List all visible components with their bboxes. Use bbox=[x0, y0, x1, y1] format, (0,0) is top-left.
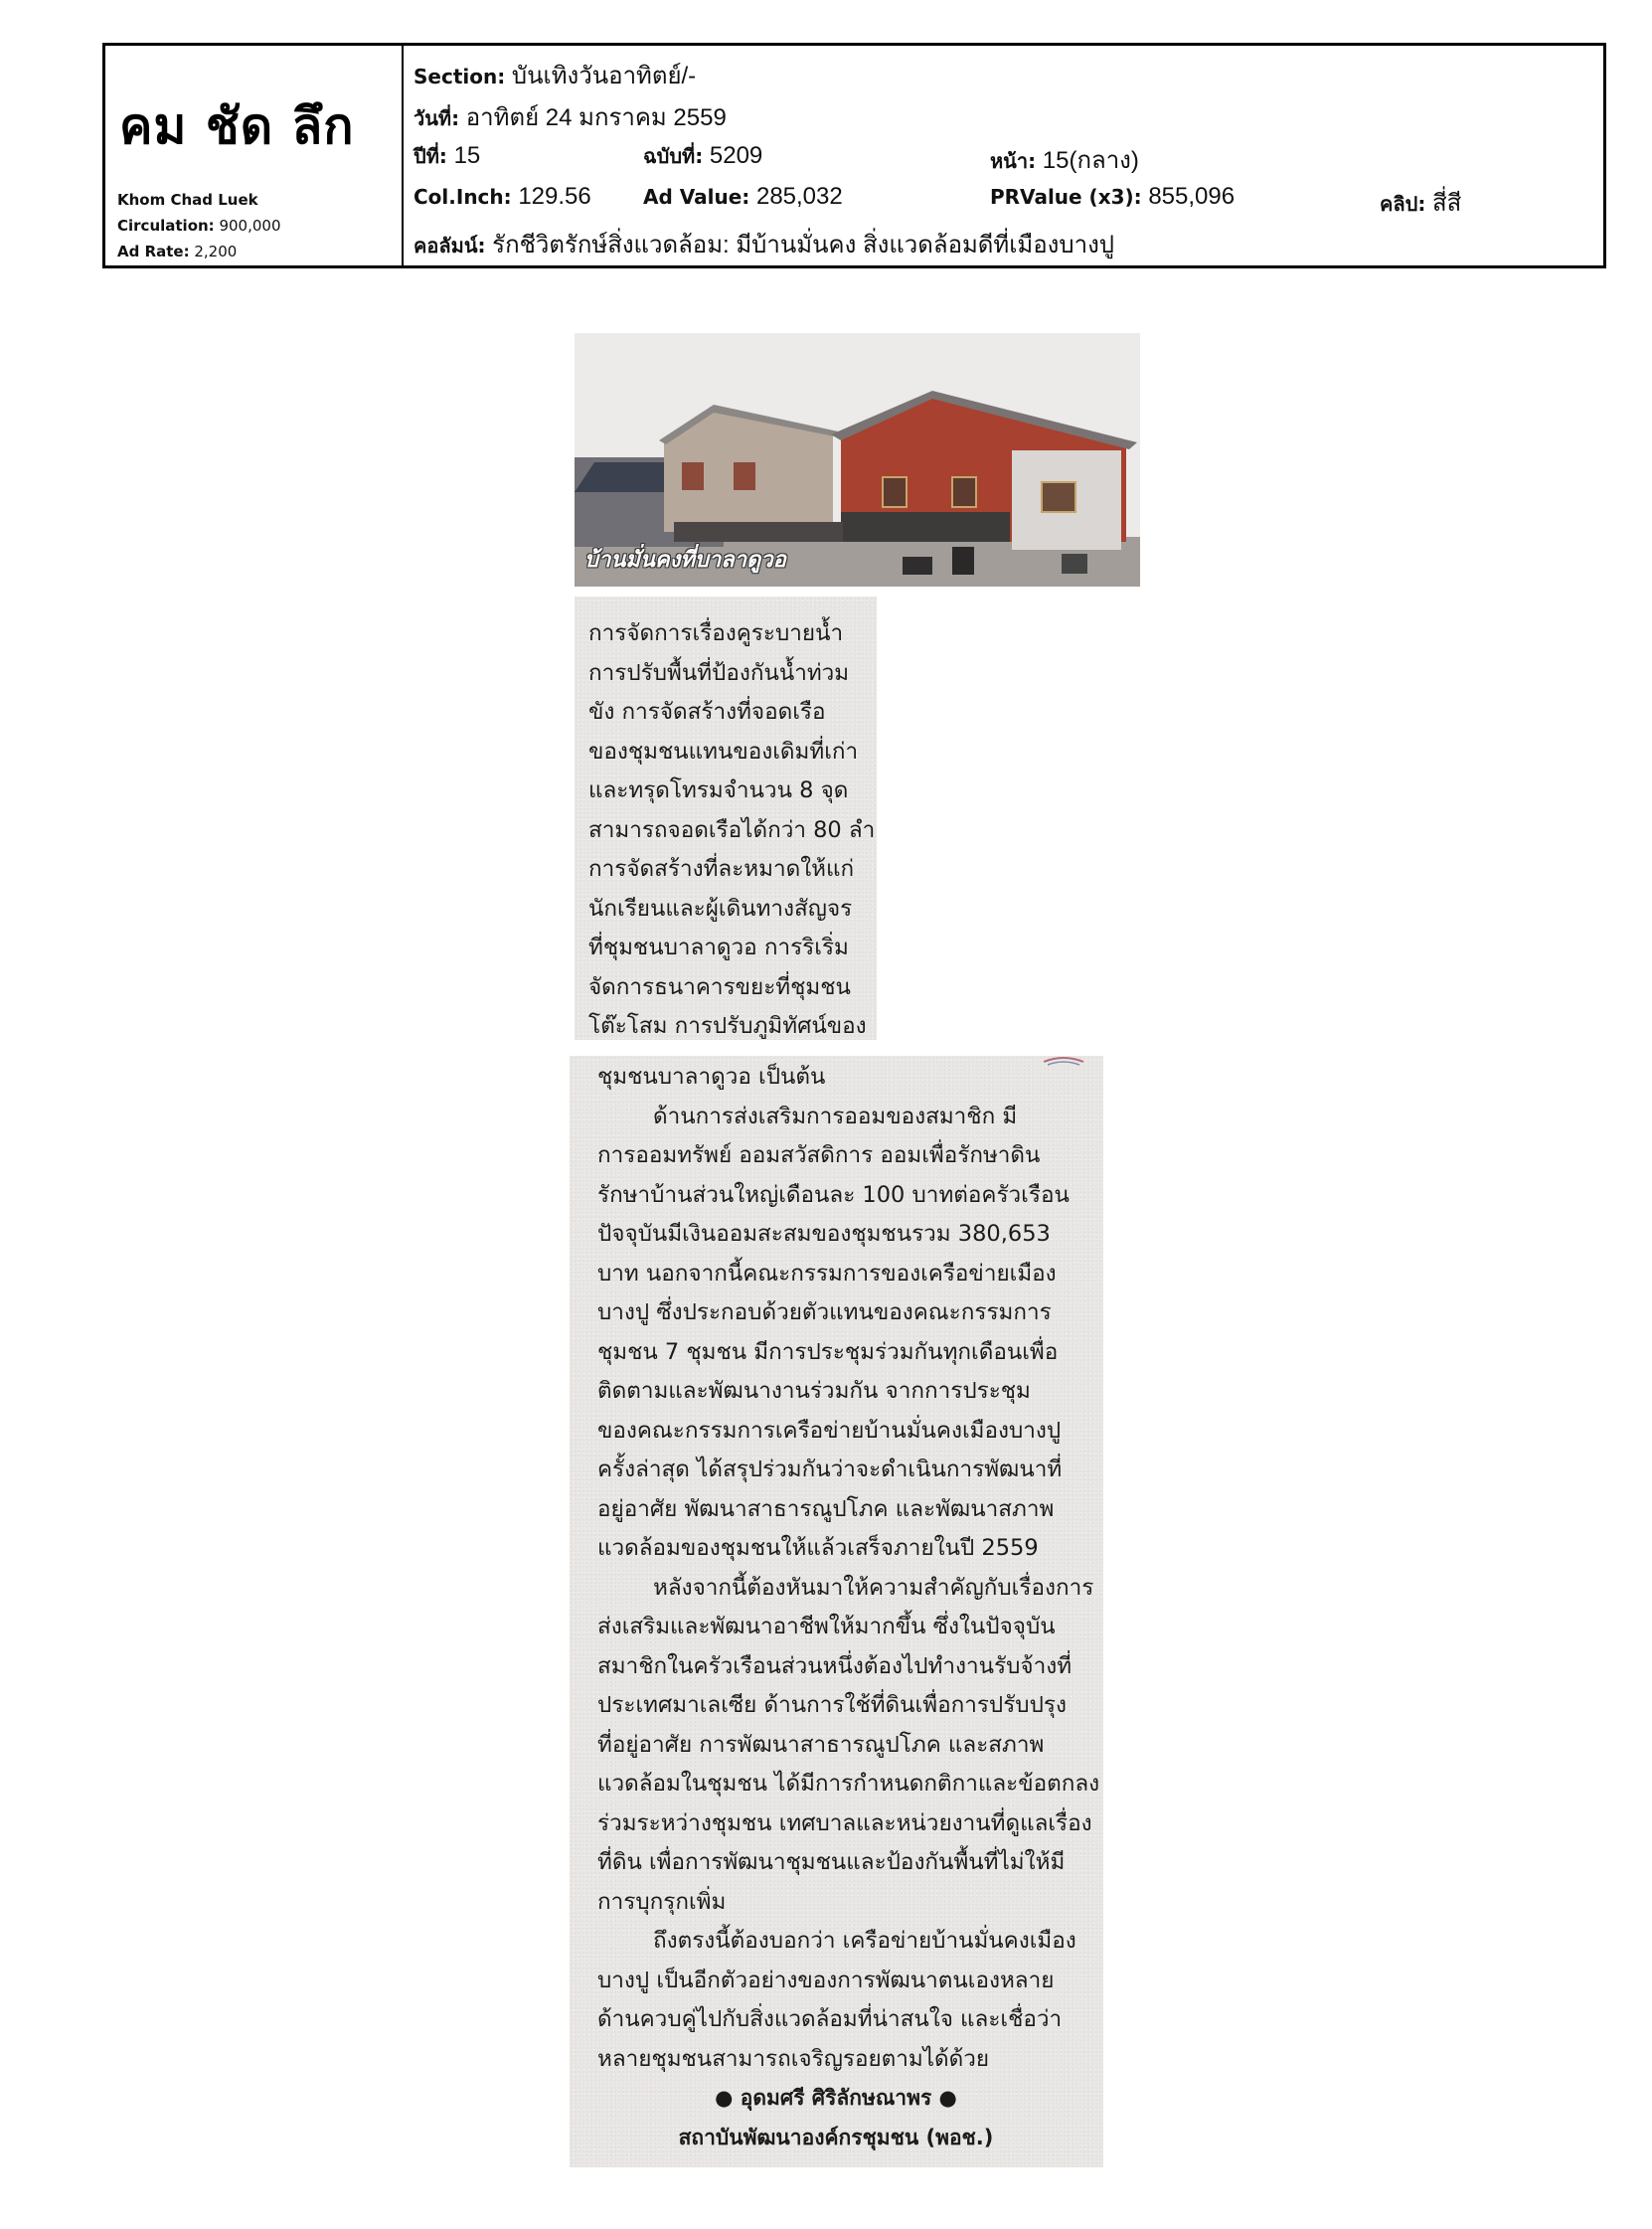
article-clipping-column-1 bbox=[575, 597, 877, 1040]
photo-caption: บ้านมั่นคงที่บาลาดูวอ bbox=[584, 547, 786, 573]
clip-value: สี่สี bbox=[1432, 190, 1462, 217]
text-line: ขัง การจัดสร้างที่จอดเรือ bbox=[588, 699, 826, 725]
text-line: ของชุมชนแทนของเดิมที่เก่า bbox=[588, 738, 859, 765]
text-line: จัดการธนาคารขยะที่ชุมชน bbox=[588, 973, 851, 1000]
text-line: แวดล้อมในชุมชน ได้มีการกำหนดกติกาและข้อตกลง bbox=[597, 1771, 1100, 1797]
ad-value-field bbox=[643, 183, 843, 211]
text-line: บาท นอกจากนี้คณะกรรมการของเครือข่ายเมือง bbox=[597, 1260, 1057, 1286]
author-organization: สถาบันพัฒนาองค์กรชุมชน (พอช.) bbox=[678, 2125, 994, 2149]
text-line: ที่อยู่อาศัย การพัฒนาสาธารณูปโภค และสภาพ bbox=[597, 1731, 1045, 1758]
text-line: บางปู เป็นอีกตัวอย่างของการพัฒนาตนเองหลาย bbox=[597, 1967, 1055, 1993]
text-line: ติดตามและพัฒนางานร่วมกัน จากการประชุม bbox=[597, 1378, 1031, 1404]
publication-name: Khom Chad Luek bbox=[117, 191, 258, 209]
text-line: รักษาบ้านส่วนใหญ่เดือนละ 100 บาทต่อครัวเรือน bbox=[597, 1181, 1070, 1208]
issue-field bbox=[643, 140, 762, 172]
text-line: ชุมชน 7 ชุมชน มีการประชุมร่วมกันทุกเดือนเพื่อ bbox=[597, 1338, 1059, 1365]
issue-label: ฉบับที่: bbox=[643, 144, 704, 168]
text-line: การจัดการเรื่องคูระบายน้ำ bbox=[588, 620, 844, 646]
clip-field bbox=[1380, 183, 1461, 222]
year-value: 15 bbox=[453, 142, 481, 169]
circulation-label: Circulation: bbox=[117, 217, 215, 235]
text-line: สมาชิกในครัวเรือนส่วนหนึ่งต้องไปทำงานรับจ้างที่ bbox=[597, 1652, 1073, 1679]
text-line: การออมทรัพย์ ออมสวัสดิการ ออมเพื่อรักษาดิน bbox=[597, 1142, 1041, 1168]
text-line: ที่ดิน เพื่อการพัฒนาชุมชนและป้องกันพื้นที่ไม่ให้มี bbox=[597, 1849, 1066, 1875]
text-line: ส่งเสริมและพัฒนาอาชีพให้มากขึ้น ซึ่งในปัจจุบัน bbox=[597, 1614, 1056, 1639]
clipping-details bbox=[404, 46, 1603, 265]
col-inch-field bbox=[413, 183, 591, 211]
text-line: แวดล้อมของชุมชนให้แล้วเสร็จภายในปี 2559 bbox=[597, 1535, 1039, 1561]
text-line: ร่วมระหว่างชุมชน เทศบาลและหน่วยงานที่ดูแลเรื่อง bbox=[597, 1809, 1092, 1836]
text-line: การบุกรุกเพิ่ม bbox=[597, 1888, 727, 1915]
section-row bbox=[413, 56, 696, 94]
ad-rate-value: 2,200 bbox=[194, 243, 238, 260]
clipping-metadata-header bbox=[102, 43, 1606, 268]
date-row bbox=[413, 97, 727, 136]
publication-info bbox=[105, 46, 404, 265]
text-line: ด้านควบคู่ไปกับสิ่งแวดล้อมที่น่าสนใจ และเชื่อว่า bbox=[597, 2006, 1063, 2032]
text-line: ชุมชนบาลาดูวอ เป็นต้น bbox=[597, 1064, 826, 1090]
pr-value-label: PRValue (x3): bbox=[990, 185, 1142, 209]
text-line: สามารถจอดเรือได้กว่า 80 ลำ bbox=[588, 816, 876, 843]
ad-rate-label: Ad Rate: bbox=[117, 243, 190, 260]
text-line: ครั้งล่าสุด ได้สรุปร่วมกันว่าจะดำเนินการพัฒนาที่ bbox=[597, 1457, 1063, 1482]
newspaper-logo: คม ชัด ลึก bbox=[119, 97, 355, 155]
page-field bbox=[990, 140, 1139, 179]
circulation bbox=[117, 217, 281, 235]
text-line: ถึงตรงนี้ต้องบอกว่า เครือข่ายบ้านมั่นคงเมือง bbox=[653, 1928, 1076, 1954]
year-field bbox=[413, 140, 480, 172]
pr-value-value: 855,096 bbox=[1148, 183, 1236, 210]
page-label: หน้า: bbox=[990, 149, 1037, 173]
circulation-value: 900,000 bbox=[219, 217, 281, 235]
column-label: คอลัมน์: bbox=[413, 234, 486, 257]
column-row bbox=[413, 225, 1114, 263]
clip-label: คลิป: bbox=[1380, 192, 1426, 216]
text-line: อยู่อาศัย พัฒนาสาธารณูปโภค และพัฒนาสภาพ bbox=[597, 1495, 1055, 1522]
text-line: การปรับพื้นที่ป้องกันน้ำท่วม bbox=[588, 659, 850, 686]
text-line: บางปู ซึ่งประกอบด้วยตัวแทนของคณะกรรมการ bbox=[597, 1299, 1052, 1325]
article-clipping-column-2 bbox=[570, 1056, 1103, 2167]
year-label: ปีที่: bbox=[413, 144, 447, 168]
article-text-column-1 bbox=[588, 614, 875, 1047]
article-photo bbox=[575, 333, 1140, 587]
issue-value: 5209 bbox=[709, 142, 763, 169]
date-label: วันที่: bbox=[413, 106, 460, 130]
section-label: Section: bbox=[413, 65, 506, 88]
author-byline: ● อุดมศรี ศิริลักษณาพร ● bbox=[715, 2086, 957, 2110]
col-inch-value: 129.56 bbox=[518, 183, 591, 210]
article-text-column-2 bbox=[597, 1058, 1099, 2157]
text-line: โต๊ะโสม การปรับภูมิทัศน์ของ bbox=[588, 1013, 867, 1039]
ad-value-value: 285,032 bbox=[755, 183, 843, 210]
pr-value-field bbox=[990, 183, 1235, 211]
ad-rate bbox=[117, 243, 237, 260]
text-line: ด้านการส่งเสริมการออมของสมาชิก มี bbox=[653, 1103, 1018, 1129]
column-value: รักชีวิตรักษ์สิ่งแวดล้อม: มีบ้านมั่นคง สิ่งแวดล้อมดีที่เมืองบางปู bbox=[492, 232, 1115, 258]
text-line: และทรุดโทรมจำนวน 8 จุด bbox=[588, 777, 849, 803]
text-line: ที่ชุมชนบาลาดูวอ การริเริ่ม bbox=[588, 935, 849, 960]
text-line: หลายชุมชนสามารถเจริญรอยตามได้ด้วย bbox=[597, 2045, 990, 2072]
text-line: การจัดสร้างที่ละหมาดให้แก่ bbox=[588, 856, 855, 882]
date-value: อาทิตย์ 24 มกราคม 2559 bbox=[465, 104, 727, 131]
section-value: บันเทิงวันอาทิตย์/- bbox=[511, 63, 697, 89]
text-line: ปัจจุบันมีเงินออมสะสมของชุมชนรวม 380,653 bbox=[597, 1221, 1051, 1247]
text-line: ของคณะกรรมการเครือข่ายบ้านมั่นคงเมืองบางปู bbox=[597, 1417, 1062, 1444]
page-value: 15(กลาง) bbox=[1042, 147, 1139, 174]
ad-value-label: Ad Value: bbox=[643, 185, 750, 209]
text-line: ประเทศมาเลเซีย ด้านการใช้ที่ดินเพื่อการปรับปรุง bbox=[597, 1692, 1067, 1718]
col-inch-label: Col.Inch: bbox=[413, 185, 512, 209]
text-line: หลังจากนี้ต้องหันมาให้ความสำคัญกับเรื่องการ bbox=[653, 1574, 1094, 1601]
text-line: นักเรียนและผู้เดินทางสัญจร bbox=[588, 895, 853, 922]
